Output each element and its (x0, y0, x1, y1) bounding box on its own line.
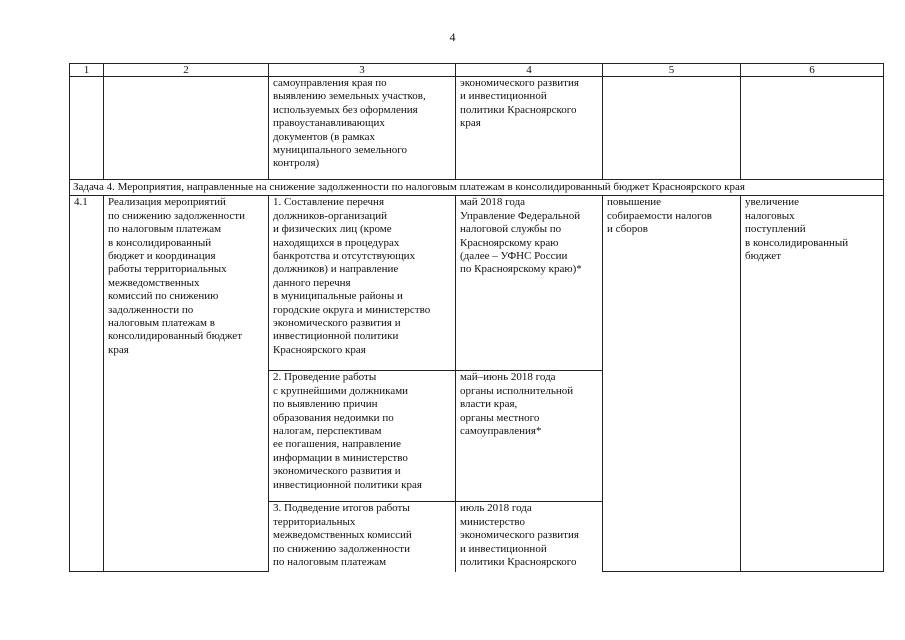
measures-table (69, 63, 884, 572)
table-row (70, 196, 884, 371)
task-4-title: Задача 4. Мероприятия, направленные на снижение задолженности по налоговым платежам в консолидированный бюджет Красноярского края (70, 180, 884, 196)
header-col-4: 4 (456, 64, 603, 77)
action-2: 2. Проведение работы с крупнейшими должниками по выявлению причин образования недоимки по налогам, перспективам ее погашения, направление информации в министерство экономического развития и инвестиционной политики края (269, 371, 456, 502)
header-col-2: 2 (104, 64, 269, 77)
cell-empty (70, 77, 104, 180)
item-number: 4.1 (70, 196, 104, 572)
header-col-6: 6 (741, 64, 884, 77)
task-4-row (70, 180, 884, 196)
target-indicator: увеличение налоговых поступлений в консолидированный бюджет (741, 196, 884, 572)
action-2-executor: май–июнь 2018 года органы исполнительной власти края, органы местного самоуправления* (456, 371, 603, 502)
table-row (70, 77, 884, 180)
page-number: 4 (449, 30, 456, 44)
cell-empty (741, 77, 884, 180)
expected-result: повышение собираемости налогов и сборов (603, 196, 741, 572)
continued-executor-cell: экономического развития и инвестиционной политики Красноярского края (456, 77, 603, 180)
action-3-executor: июль 2018 года министерство экономического развития и инвестиционной политики Красноярского (456, 502, 603, 572)
header-col-3: 3 (269, 64, 456, 77)
cell-empty (603, 77, 741, 180)
action-1-executor: май 2018 года Управление Федеральной налоговой службы по Красноярскому краю (далее – УФНС России по Красноярскому краю)* (456, 196, 603, 371)
header-col-1: 1 (70, 64, 104, 77)
action-1: 1. Составление перечня должников-организаций и физических лиц (кроме находящихся в процедурах банкротства и отсутствующих должников) и направление данного перечня в муниципальные районы и городские округа и министерство экономического развития и инвестиционной политики Красноярского края (269, 196, 456, 371)
cell-empty (104, 77, 269, 180)
action-3: 3. Подведение итогов работы территориальных межведомственных комиссий по снижению задолженности по налоговым платежам (269, 502, 456, 572)
header-row (70, 64, 884, 77)
item-name: Реализация мероприятий по снижению задолженности по налоговым платежам в консолидированный бюджет и координация работы территориальных межведомственных комиссий по снижению задолженности по налоговым платежам в консолидированный бюджет края (104, 196, 269, 572)
continued-activity-cell: самоуправления края по выявлению земельных участков, используемых без оформления правоустанавливающих документов (в рамках муниципального земельного контроля) (269, 77, 456, 180)
header-col-5: 5 (603, 64, 741, 77)
